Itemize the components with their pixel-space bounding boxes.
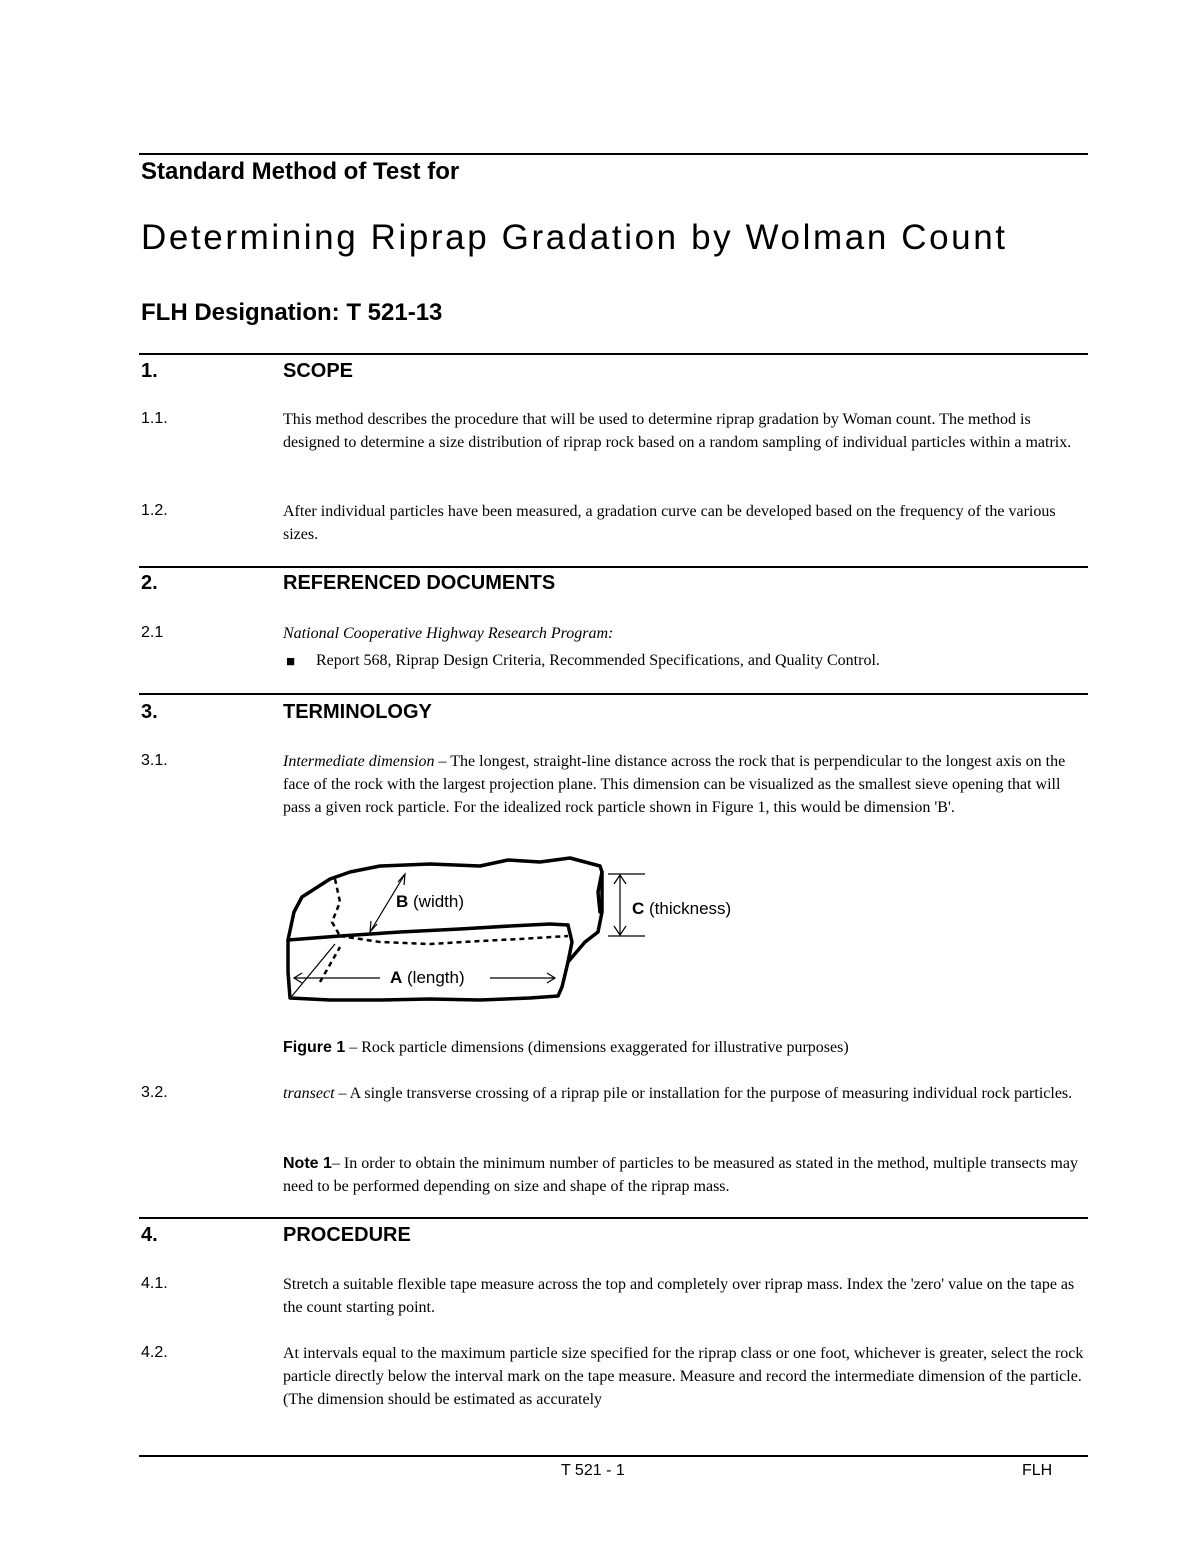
footer-page-number: T 521 - 1 xyxy=(561,1462,625,1479)
section-3-rule xyxy=(139,693,1088,695)
reference-bullet-item: Report 568, Riprap Design Criteria, Recommended Specifications, and Quality Control. xyxy=(316,652,880,669)
figure-caption-text: – Rock particle dimensions (dimensions exaggerated for illustrative purposes) xyxy=(345,1039,849,1056)
section-3-title: TERMINOLOGY xyxy=(283,701,432,723)
section-3-number: 3. xyxy=(141,701,158,723)
section-4-title: PROCEDURE xyxy=(283,1224,411,1246)
section-2-rule xyxy=(139,566,1088,568)
bullet-square-icon: ■ xyxy=(286,653,296,670)
item-2-1-number: 2.1 xyxy=(141,624,164,641)
rock-hidden-edge-back xyxy=(320,947,340,982)
note-text: – In order to obtain the minimum number of particles to be measured as stated in the method, multiple transects may need to be performed depending on size and shape of the riprap mass. xyxy=(283,1155,1078,1195)
designation-label: FLH Designation: xyxy=(141,299,340,326)
figure-label-c: C (thickness) xyxy=(632,899,732,918)
term-transect: transect xyxy=(283,1085,335,1102)
item-1-1-text: This method describes the procedure that will be used to determine riprap gradation by Woman count. The method is designed to determine a size distribution of riprap rock based on a random sampling of individual particles within a matrix. xyxy=(283,411,1072,451)
item-4-1-text: Stretch a suitable flexible tape measure across the top and completely over riprap mass. Index the 'zero' value on the tape as the count starting point. xyxy=(283,1276,1075,1316)
section-1-title: SCOPE xyxy=(283,360,354,382)
rock-hidden-edge-top xyxy=(332,879,340,936)
figure-1-caption xyxy=(283,1036,1088,1059)
figure-label-a: A (length) xyxy=(390,968,465,987)
note-1 xyxy=(283,1152,1088,1198)
item-1-2-number: 1.2. xyxy=(141,502,168,519)
term-definition: – The longest, straight-line distance across the rock that is perpendicular to the longest axis on the face of the rock with the largest projection plane. This dimension can be visualized as the smallest sieve opening that will pass a given rock particle. For the idealized rock particle shown in Figure 1, this would be dimension 'B'. xyxy=(283,753,1066,816)
rock-front-edge xyxy=(288,924,568,940)
section-4-rule xyxy=(139,1217,1088,1219)
item-1-1-number: 1.1. xyxy=(141,410,168,427)
document-subtitle: Standard Method of Test for xyxy=(141,158,460,185)
designation xyxy=(141,299,442,327)
rock-particle-figure xyxy=(280,852,760,1012)
section-2-number: 2. xyxy=(141,572,158,594)
item-4-2-text: At intervals equal to the maximum particle size specified for the riprap class or one foot, whichever is greater, select the rock particle directly below the interval mark on the tape measure. Measure and record the intermediate dimension of the particle. (The dimension should be estimated as accurately xyxy=(283,1345,1084,1408)
section-4-number: 4. xyxy=(141,1224,158,1246)
item-2-1-text xyxy=(283,622,1088,645)
term-intermediate-dimension: Intermediate dimension xyxy=(283,753,435,770)
item-3-2-text xyxy=(283,1082,1088,1105)
transect-definition: – A single transverse crossing of a riprap pile or installation for the purpose of measuring individual rock particles. xyxy=(334,1085,1073,1102)
item-3-2-number: 3.2. xyxy=(141,1084,168,1101)
header-top-rule xyxy=(139,153,1088,155)
rock-right-edge xyxy=(568,872,602,962)
section-1-rule xyxy=(139,353,1088,355)
item-4-1-number: 4.1. xyxy=(141,1275,168,1292)
item-4-2-number: 4.2. xyxy=(141,1344,168,1361)
document-title: Determining Riprap Gradation by Wolman Count xyxy=(141,218,1008,257)
footer-rule xyxy=(139,1455,1088,1457)
item-1-2-text: After individual particles have been measured, a gradation curve can be developed based on the frequency of the various sizes. xyxy=(283,503,1056,543)
figure-caption-label: Figure 1 xyxy=(283,1039,346,1056)
item-3-1-text xyxy=(283,750,1088,819)
figure-label-b: B (width) xyxy=(396,892,465,911)
left-face-diagonal xyxy=(292,944,335,996)
section-1-number: 1. xyxy=(141,360,158,382)
reference-source: National Cooperative Highway Research Program: xyxy=(283,625,614,642)
note-label: Note 1 xyxy=(283,1155,332,1172)
item-3-1-number: 3.1. xyxy=(141,752,168,769)
designation-value: T 521-13 xyxy=(346,299,443,326)
rock-hidden-edge-bottom xyxy=(340,936,568,944)
footer-org: FLH xyxy=(1022,1462,1053,1479)
section-2-title: REFERENCED DOCUMENTS xyxy=(283,572,556,594)
